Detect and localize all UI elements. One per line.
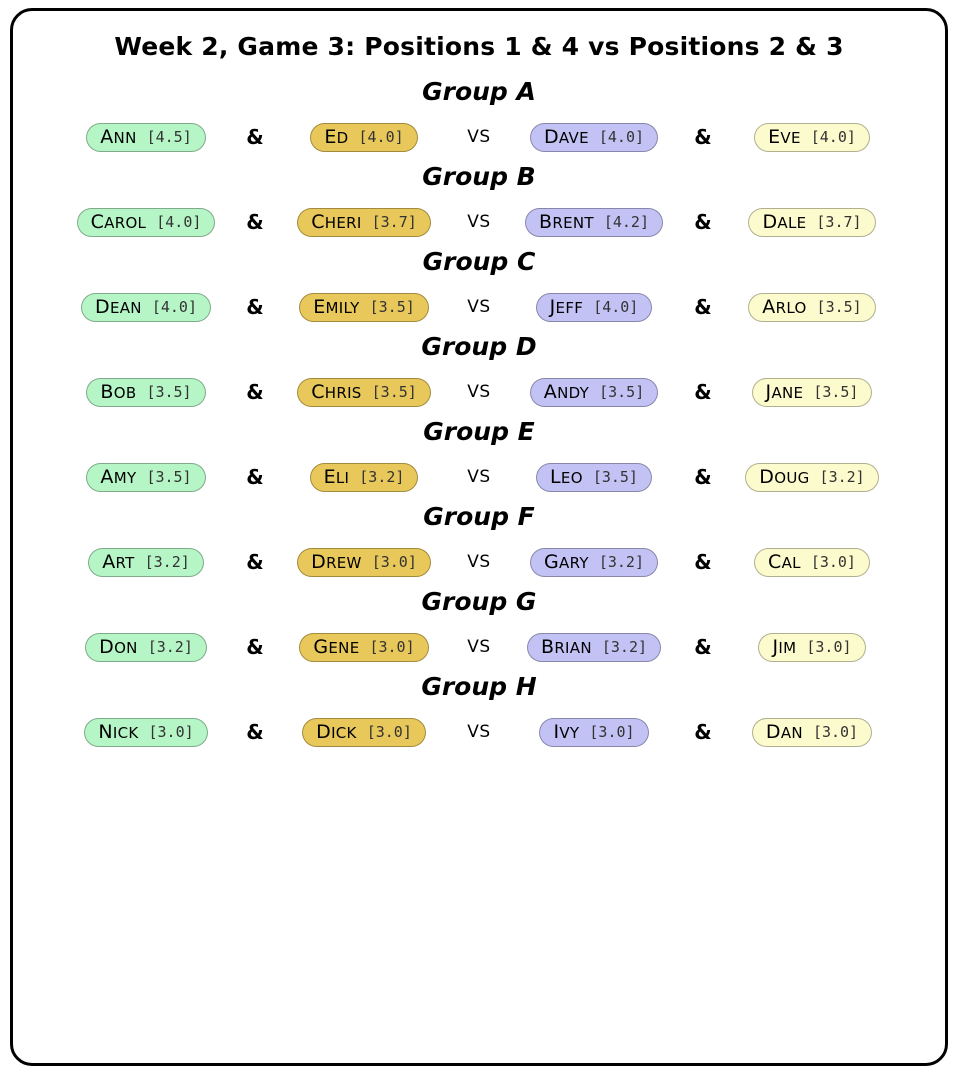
player-chip[interactable]	[86, 123, 206, 152]
player-rating: [3.0]	[810, 553, 856, 571]
player-slot-3	[503, 378, 685, 407]
player-chip[interactable]	[86, 378, 205, 407]
player-chip[interactable]	[77, 208, 216, 237]
player-slot-3	[503, 718, 685, 747]
player-chip[interactable]	[530, 548, 658, 577]
player-name: BOB	[100, 381, 137, 403]
player-rating: [3.2]	[598, 553, 644, 571]
player-name: DAVE	[543, 126, 589, 148]
player-slot-4	[721, 208, 903, 237]
player-slot-2	[273, 208, 455, 237]
and-separator: &	[694, 720, 712, 744]
player-slot-1	[55, 463, 237, 492]
player-chip[interactable]	[745, 463, 878, 492]
player-rating: [3.0]	[806, 638, 852, 656]
player-slot-1	[55, 293, 237, 322]
matchup-row	[13, 456, 945, 498]
matchup-row	[13, 626, 945, 668]
player-chip[interactable]	[302, 718, 426, 747]
and-separator: &	[246, 295, 264, 319]
player-slot-2	[273, 378, 455, 407]
player-rating: [4.0]	[598, 128, 645, 146]
player-name: ARLO	[762, 296, 807, 318]
page-title: Week 2, Game 3: Positions 1 & 4 vs Positions 2 & 3	[114, 32, 844, 61]
player-slot-3	[503, 633, 685, 662]
vs-separator: VS	[467, 382, 491, 402]
group	[13, 247, 945, 328]
player-rating: [3.5]	[599, 383, 645, 401]
and-separator: &	[694, 635, 712, 659]
player-name: JIM	[772, 636, 797, 658]
player-rating: [4.0]	[593, 298, 639, 316]
player-slot-4	[721, 293, 903, 322]
player-slot-1	[55, 208, 237, 237]
group-label: Group E	[423, 417, 535, 446]
group-list	[13, 77, 945, 753]
player-slot-1	[55, 633, 237, 662]
player-slot-4	[721, 548, 903, 577]
player-slot-3	[503, 123, 685, 152]
group-label: Group F	[423, 502, 535, 531]
and-separator: &	[246, 550, 264, 574]
matchup-row	[13, 201, 945, 243]
and-separator: &	[246, 635, 264, 659]
player-slot-1	[55, 548, 237, 577]
player-rating: [3.5]	[369, 298, 415, 316]
player-chip[interactable]	[748, 293, 875, 322]
player-chip[interactable]	[297, 548, 431, 577]
player-name: ED	[324, 126, 349, 148]
player-rating: [3.0]	[369, 638, 415, 656]
player-chip[interactable]	[85, 633, 207, 662]
and-separator: &	[246, 125, 264, 149]
player-rating: [3.2]	[601, 638, 648, 656]
player-name: ELI	[323, 466, 350, 488]
group	[13, 332, 945, 413]
vs-separator: VS	[467, 637, 491, 657]
player-slot-2	[273, 548, 455, 577]
player-rating: [3.5]	[146, 468, 192, 486]
player-name: JEFF	[549, 296, 584, 318]
player-name: GENE	[313, 636, 360, 658]
group	[13, 162, 945, 243]
player-chip[interactable]	[752, 718, 872, 747]
player-rating: [3.0]	[812, 723, 859, 741]
player-rating: [3.2]	[819, 468, 865, 486]
player-rating: [3.0]	[366, 723, 412, 741]
player-slot-1	[55, 378, 237, 407]
group	[13, 502, 945, 583]
player-chip[interactable]	[752, 378, 873, 407]
player-chip[interactable]	[310, 463, 419, 492]
player-slot-3	[503, 548, 685, 577]
group-label: Group H	[421, 672, 537, 701]
player-name: AMY	[100, 466, 137, 488]
and-separator: &	[246, 465, 264, 489]
player-name: CAL	[768, 551, 801, 573]
group	[13, 672, 945, 753]
player-name: EMILY	[313, 296, 360, 318]
player-rating: [3.0]	[589, 723, 635, 741]
player-chip[interactable]	[754, 548, 870, 577]
player-chip[interactable]	[536, 463, 652, 492]
matchup-board	[10, 8, 948, 1066]
player-name: ANDY	[543, 381, 590, 403]
vs-separator: VS	[467, 467, 491, 487]
player-slot-4	[721, 633, 903, 662]
player-slot-4	[721, 378, 903, 407]
group-label: Group A	[422, 77, 536, 106]
player-slot-3	[503, 293, 685, 322]
player-name: DREW	[311, 551, 362, 573]
player-name: ANN	[100, 126, 137, 148]
player-rating: [3.5]	[592, 468, 638, 486]
player-chip[interactable]	[310, 123, 417, 152]
player-rating: [3.2]	[359, 468, 405, 486]
player-chip[interactable]	[299, 633, 428, 662]
matchup-row	[13, 286, 945, 328]
player-rating: [4.0]	[358, 128, 404, 146]
player-chip[interactable]	[530, 123, 658, 152]
player-name: JANE	[765, 381, 804, 403]
player-chip[interactable]	[536, 293, 653, 322]
player-chip[interactable]	[297, 378, 431, 407]
player-rating: [4.0]	[156, 213, 202, 231]
player-rating: [3.0]	[148, 723, 194, 741]
player-name: EVE	[768, 126, 801, 148]
player-slot-3	[503, 208, 685, 237]
player-slot-1	[55, 718, 237, 747]
player-chip[interactable]	[81, 293, 211, 322]
group-label: Group D	[421, 332, 537, 361]
player-name: CHRIS	[311, 381, 362, 403]
player-name: DICK	[316, 721, 357, 743]
player-chip[interactable]	[758, 633, 865, 662]
group-label: Group G	[421, 587, 537, 616]
player-name: BRIAN	[540, 636, 592, 658]
player-chip[interactable]	[754, 123, 870, 152]
player-name: ART	[102, 551, 135, 573]
player-slot-4	[721, 463, 903, 492]
player-chip[interactable]	[530, 378, 658, 407]
vs-separator: VS	[467, 722, 491, 742]
matchup-row	[13, 371, 945, 413]
player-slot-3	[503, 463, 685, 492]
player-name: NICK	[98, 721, 139, 743]
player-rating: [3.5]	[816, 298, 862, 316]
player-name: BRENT	[539, 211, 594, 233]
group-label: Group B	[422, 162, 536, 191]
group	[13, 77, 945, 158]
player-rating: [3.2]	[144, 553, 190, 571]
and-separator: &	[694, 380, 712, 404]
and-separator: &	[694, 465, 712, 489]
player-name: IVY	[553, 721, 580, 743]
player-rating: [4.0]	[810, 128, 856, 146]
player-slot-2	[273, 633, 455, 662]
player-rating: [3.5]	[371, 383, 417, 401]
player-rating: [3.0]	[371, 553, 417, 571]
player-slot-4	[721, 718, 903, 747]
player-chip[interactable]	[539, 718, 648, 747]
player-name: LEO	[550, 466, 583, 488]
player-slot-2	[273, 718, 455, 747]
player-chip[interactable]	[525, 208, 663, 237]
player-name: CAROL	[90, 211, 147, 233]
player-slot-4	[721, 123, 903, 152]
player-rating: [3.5]	[813, 383, 859, 401]
player-name: GARY	[544, 551, 589, 573]
player-chip[interactable]	[748, 208, 875, 237]
group	[13, 587, 945, 668]
and-separator: &	[694, 210, 712, 234]
player-slot-1	[55, 123, 237, 152]
player-rating: [4.2]	[603, 213, 649, 231]
player-rating: [4.5]	[146, 128, 192, 146]
group	[13, 417, 945, 498]
player-name: DON	[99, 636, 138, 658]
player-chip[interactable]	[527, 633, 661, 662]
vs-separator: VS	[467, 552, 491, 572]
and-separator: &	[246, 380, 264, 404]
vs-separator: VS	[467, 297, 491, 317]
player-slot-2	[273, 463, 455, 492]
player-chip[interactable]	[299, 293, 429, 322]
player-name: CHERI	[311, 211, 362, 233]
matchup-row	[13, 541, 945, 583]
and-separator: &	[694, 550, 712, 574]
and-separator: &	[694, 295, 712, 319]
vs-separator: VS	[467, 212, 491, 232]
player-rating: [3.7]	[816, 213, 862, 231]
player-chip[interactable]	[86, 463, 205, 492]
player-rating: [3.2]	[147, 638, 193, 656]
player-name: DEAN	[95, 296, 142, 318]
player-rating: [3.7]	[371, 213, 417, 231]
group-label: Group C	[422, 247, 536, 276]
and-separator: &	[246, 210, 264, 234]
player-slot-2	[273, 123, 455, 152]
vs-separator: VS	[467, 127, 491, 147]
player-name: DAN	[765, 721, 803, 743]
player-slot-2	[273, 293, 455, 322]
and-separator: &	[246, 720, 264, 744]
player-name: DOUG	[759, 466, 810, 488]
and-separator: &	[694, 125, 712, 149]
matchup-row	[13, 116, 945, 158]
player-chip[interactable]	[88, 548, 204, 577]
player-rating: [4.0]	[151, 298, 197, 316]
player-chip[interactable]	[297, 208, 431, 237]
matchup-row	[13, 711, 945, 753]
player-chip[interactable]	[84, 718, 207, 747]
player-name: DALE	[762, 211, 807, 233]
player-rating: [3.5]	[146, 383, 192, 401]
